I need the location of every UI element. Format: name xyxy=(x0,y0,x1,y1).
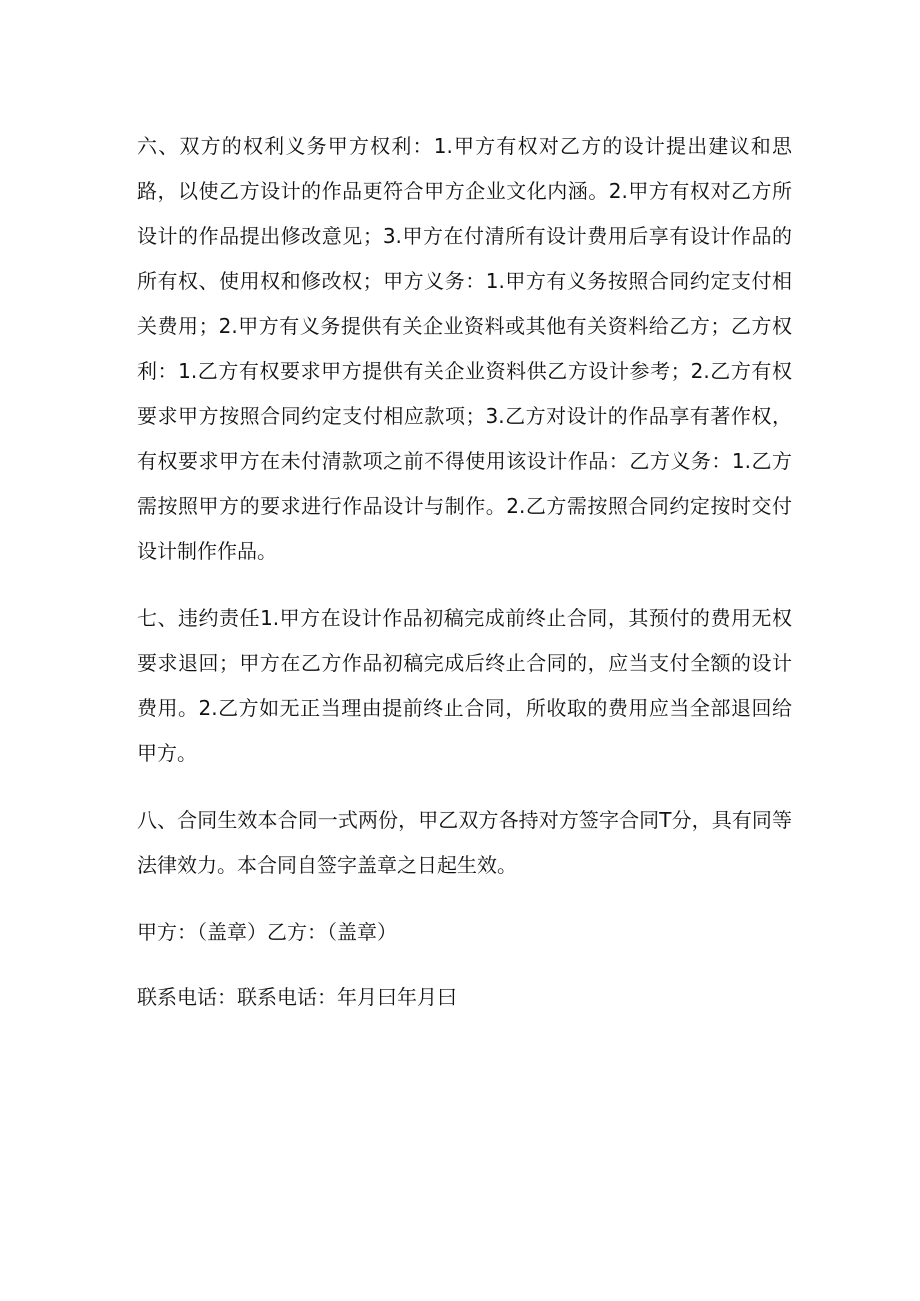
signature-line: 甲方：（盖章）乙方：（盖章） xyxy=(137,920,397,944)
section-breach-liability: 七、违约责任1.甲方在设计作品初稿完成前终止合同，其预付的费用无权要求退回；甲方在乙方作品初稿完成后终止合同的，应当支付全额的设计费用。2.乙方如无正当理由提前终止合同，所收取的费用应当全部退回给甲方。 xyxy=(137,606,792,765)
contact-date-line: 联系电话：联系电话：年月曰年月曰 xyxy=(137,985,457,1009)
section-rights-obligations: 六、双方的权利义务甲方权利：1.甲方有权对乙方的设计提出建议和思路，以使乙方设计的作品更符合甲方企业文化内涵。2.甲方有权对乙方所设计的作品提出修改意见；3.甲方在付清所有设计费用后享有设计作品的所有权、使用权和修改权；甲方义务：1.甲方有义务按照合同约定支付相关费用；2.甲方有义务提供有关企业资料或其他有关资料给乙方；乙方权利：1.乙方有权要求甲方提供有关企业资料供乙方设计参考；2.乙方有权要求甲方按照合同约定支付相应款项；3.乙方对设计的作品享有著作权，有权要求甲方在未付清款项之前不得使用该设计作品：乙方义务：1.乙方需按照甲方的要求进行作品设计与制作。2.乙方需按照合同约定按时交付设计制作作品。 xyxy=(137,134,792,563)
document-body xyxy=(137,124,792,1020)
section-contract-effect: 八、合同生效本合同一式两份，甲乙双方各持对方签字合同T分，具有同等法律效力。本合同自签字盖章之日起生效。 xyxy=(137,808,792,877)
